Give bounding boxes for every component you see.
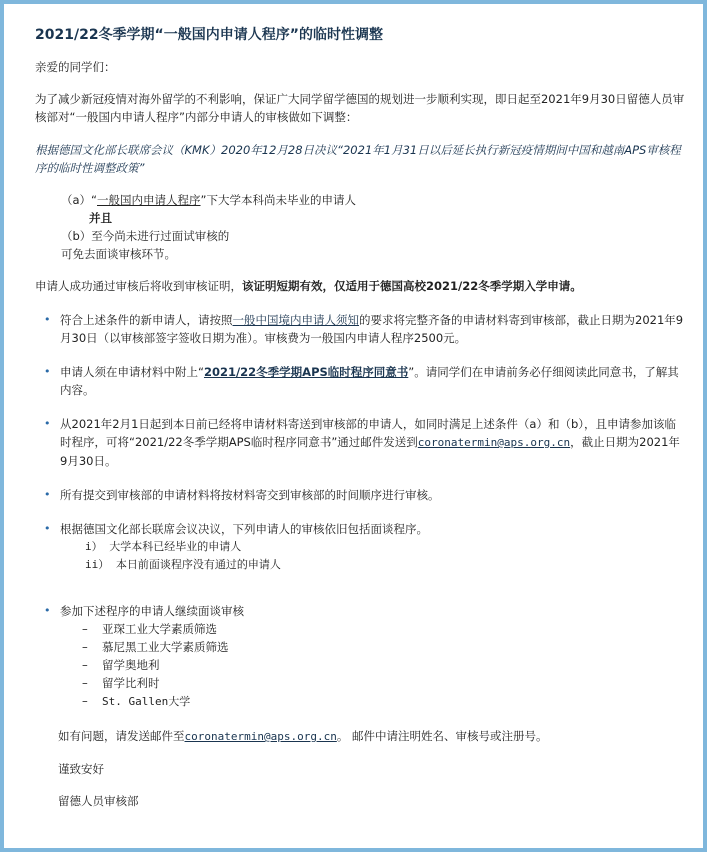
condition-a-suffix: ”下大学本科尚未毕业的申请人 — [200, 193, 356, 207]
bullet3-suffix: ，截止日期为2021年9月30日。 — [60, 435, 680, 468]
content-area — [35, 26, 685, 824]
sublist-item: – 慕尼黑工业大学素质筛选 — [82, 640, 229, 654]
contact-email-link[interactable]: coronatermin@aps.org.cn — [184, 730, 337, 743]
kmk-decision: 根据德国文化部长联席会议（KMK）2020年12月28日决议“2021年1月31日以后延长执行新冠疫情期间中国和越南APS审核程序的临时性调整政策” — [35, 143, 681, 175]
general-procedure-link[interactable]: 一般国内申请人程序 — [97, 193, 201, 207]
list-item — [35, 363, 685, 399]
bullet2-suffix: ”。请同学们在申请前务必仔细阅读此同意书，了解其内容。 — [60, 365, 679, 397]
condition-a-prefix: （a）“ — [61, 193, 98, 207]
intro-paragraph: 为了减少新冠疫情对海外留学的不利影响，保证广大同学留学德国的规划进一步顺利实现，即日起至2021年9月30日留德人员审核部对“一般国内申请人程序”内部分申请人的审核做如下调整： — [35, 92, 685, 124]
bullet5-text: 根据德国文化部长联席会议决议，下列申请人的审核依旧包括面谈程序。 — [60, 522, 428, 536]
sublist-item: i） 大学本科已经毕业的申请人 — [85, 540, 242, 553]
info-list — [35, 311, 685, 711]
bullet4-text: 所有提交到审核部的申请材料将按材料寄交到审核部的时间顺序进行审核。 — [60, 488, 440, 502]
page-title: 2021/22冬季学期“一般国内申请人程序”的临时性调整 — [35, 27, 383, 43]
list-item — [35, 520, 685, 574]
bullet-icon: • — [44, 313, 51, 326]
condition-b: （b）至今尚未进行过面试审核的 — [61, 229, 230, 243]
bullet1-suffix: 的要求将完整齐备的申请材料寄到审核部，截止日期为2021年9月30日（以审核部签字签收日期为准）。审核费为一般国内申请人程序2500元。 — [60, 313, 684, 345]
conditions-block — [61, 191, 685, 263]
bullet-icon: • — [44, 365, 51, 378]
bullet-icon: • — [44, 488, 51, 501]
contact-prefix: 如有问题，请发送邮件至 — [58, 729, 185, 743]
sublist-item: – 亚琛工业大学素质筛选 — [82, 622, 217, 636]
bullet-icon: • — [44, 522, 51, 535]
signature: 留德人员审核部 — [58, 794, 139, 808]
sublist-item: – 留学比利时 — [82, 676, 160, 690]
list-item — [35, 602, 685, 711]
condition-and: 并且 — [89, 211, 112, 225]
email-link[interactable]: coronatermin@aps.org.cn — [417, 436, 571, 449]
certificate-bold: 该证明短期有效，仅适用于德国高校2021/22冬季学期入学申请。 — [242, 279, 582, 293]
certificate-note — [35, 277, 685, 295]
consent-form-link[interactable]: 2021/22冬季学期APS临时程序同意书 — [203, 365, 409, 379]
exemption-text: 可免去面谈审核环节。 — [61, 247, 176, 261]
contact-line — [58, 727, 685, 746]
applicant-guide-link[interactable]: 一般中国境内申请人须知 — [232, 313, 359, 327]
program-name: 慕尼黑工业大学素质筛选 — [102, 640, 229, 654]
footer — [58, 727, 685, 810]
program-name: 亚琛工业大学素质筛选 — [102, 622, 217, 636]
bullet2-prefix: 申请人须在申请材料中附上“ — [60, 365, 204, 379]
bullet3-text: 从2021年2月1日起到本日前已经将申请材料寄送到审核部的申请人，如同时满足上述条件（a）和（b），且申请参加该临时程序，可将“2021/22冬季学期APS临时程序同意书”通过邮件发送到 — [60, 417, 676, 449]
condition-a — [61, 191, 685, 209]
sublist-item: ii） 本日前面谈程序没有通过的申请人 — [85, 558, 281, 571]
program-sublist — [82, 620, 685, 711]
sublist-item: – St. Gallen大学 — [82, 694, 191, 708]
list-item — [35, 415, 685, 470]
program-name: St. Gallen大学 — [102, 695, 191, 708]
sublist-item: – 留学奥地利 — [82, 658, 160, 672]
bullet1-prefix: 符合上述条件的新申请人，请按照 — [60, 313, 233, 327]
program-name: 留学奥地利 — [102, 658, 160, 672]
certificate-prefix: 申请人成功通过审核后将收到审核证明， — [35, 279, 242, 293]
interview-sublist — [85, 538, 685, 574]
contact-suffix: 。 邮件中请注明姓名、审核号或注册号。 — [336, 729, 548, 743]
bullet6-text: 参加下述程序的申请人继续面谈审核 — [60, 604, 244, 618]
bullet-icon: • — [44, 417, 51, 430]
program-name: 留学比利时 — [102, 676, 160, 690]
regards: 谨致安好 — [58, 762, 104, 776]
bullet-icon: • — [44, 604, 51, 617]
greeting: 亲爱的同学们： — [35, 60, 116, 74]
list-item — [35, 486, 685, 504]
list-item — [35, 311, 685, 347]
